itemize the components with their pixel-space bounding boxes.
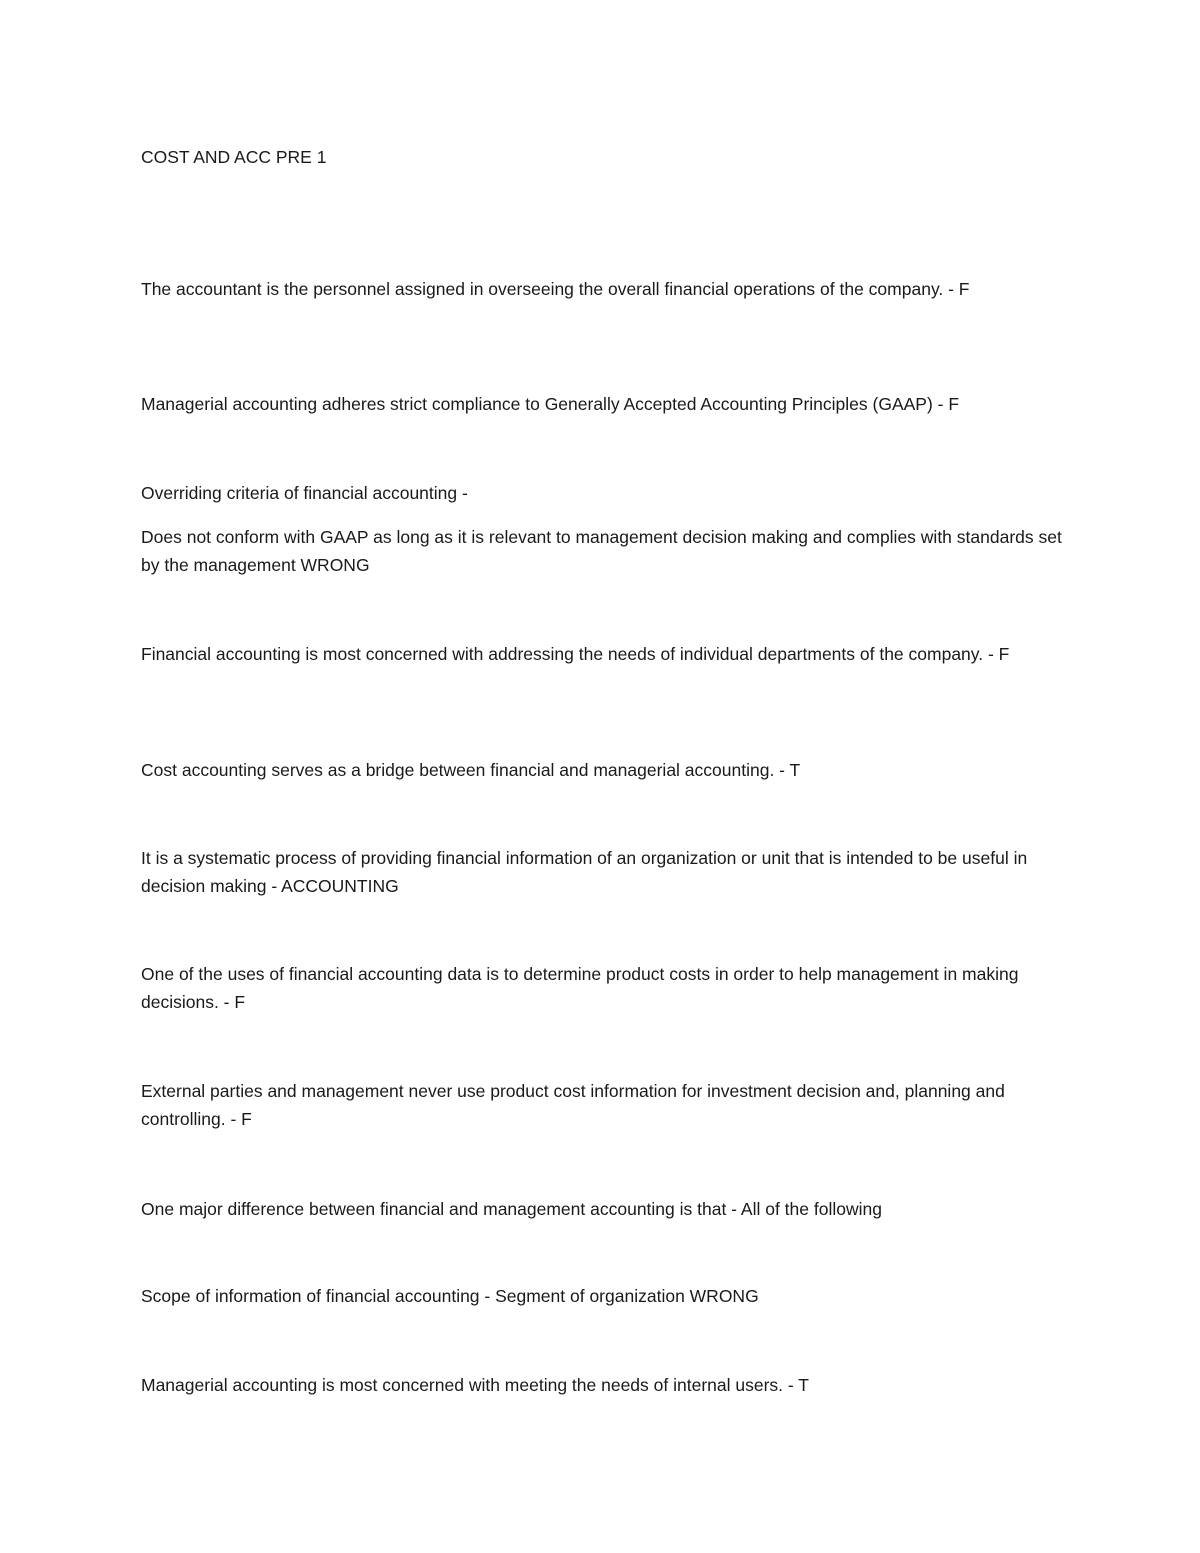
paragraph: One of the uses of financial accounting data is to determine product costs in order to help management in making decisions. - F [141, 964, 1019, 1012]
paragraph: Scope of information of financial accounting - Segment of organization WRONG [141, 1286, 759, 1306]
paragraph: Does not conform with GAAP as long as it is relevant to management decision making and complies with standards set by the management WRONG [141, 527, 1062, 575]
paragraph: Cost accounting serves as a bridge between financial and managerial accounting. - T [141, 760, 801, 780]
paragraph: Managerial accounting adheres strict compliance to Generally Accepted Accounting Principles (GAAP) - F [141, 394, 960, 414]
paragraph: Financial accounting is most concerned with addressing the needs of individual departments of the company. - F [141, 644, 1010, 664]
paragraph: External parties and management never use product cost information for investment decision and, planning and controlling. - F [141, 1081, 1005, 1129]
paragraph: Managerial accounting is most concerned with meeting the needs of internal users. - T [141, 1375, 809, 1395]
paragraph: Overriding criteria of financial accounting - [141, 483, 468, 503]
paragraph: One major difference between financial and management accounting is that - All of the following [141, 1199, 882, 1219]
paragraph: It is a systematic process of providing financial information of an organization or unit that is intended to be useful in decision making - ACCOUNTING [141, 848, 1028, 896]
document-title: COST AND ACC PRE 1 [141, 147, 327, 167]
paragraph: The accountant is the personnel assigned in overseeing the overall financial operations of the company. - F [141, 279, 970, 299]
